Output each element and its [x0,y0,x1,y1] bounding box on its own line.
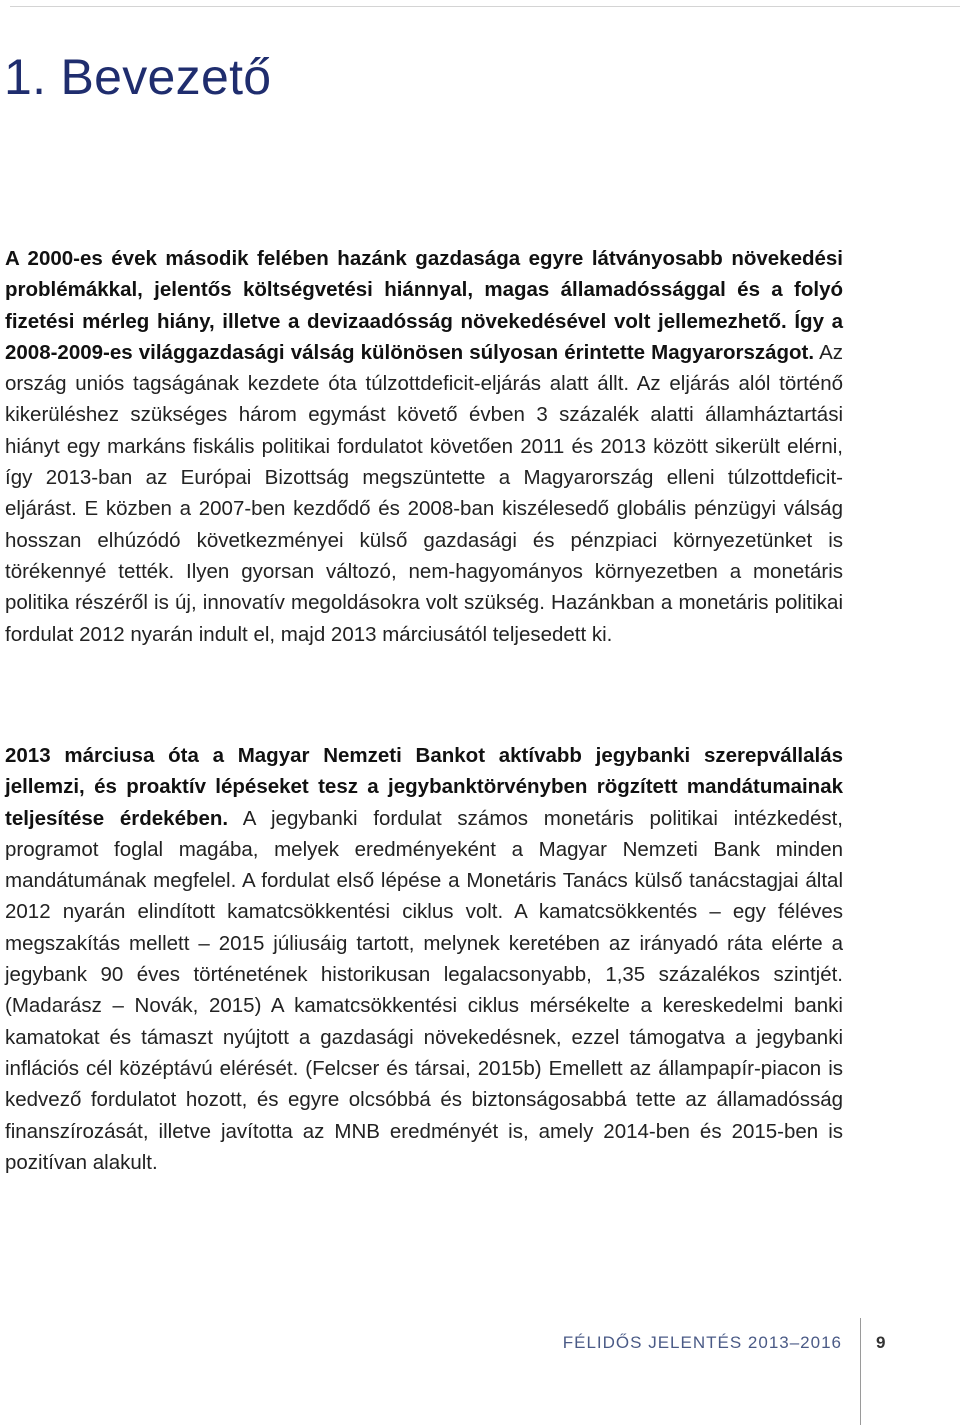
paragraph-intro-body: Az ország uniós tagságának kezdete óta túlzottdeficit-eljárás alatt állt. Az eljárás alól történő kikerüléshez szükséges három egymást követő évben 3 százalék alatti államháztartási hiányt egy markáns fiskális politikai fordulatot követően 2011 és 2013 között sikerült elérni, így 2013-ban az Európai Bizottság megszüntette a Magyarország elleni túlzottdeficit-eljárást. E közben a 2007-ben kezdődő és 2008-ban kiszélesedő globális pénzügyi válság hosszan elhúzódó következményei külső gazdasági és pénzpiaci környezetünket is törékennyé tették. Ilyen gyorsan változó, nem-hagyományos környezetben a monetáris politika részéről is új, innovatív megoldásokra volt szükség. Hazánkban a monetáris politikai fordulat 2012 nyarán indult el, majd 2013 márciusától teljesedett ki. [5,340,843,646]
paragraph-monetary-turn [5,740,843,1178]
footer-divider [860,1318,861,1425]
paragraph-intro [5,243,843,650]
paragraph-monetary-turn-bold-lead: 2013 márciusa óta a Magyar Nemzeti Bankot aktívabb jegybanki szerepvállalás jellemzi, és proaktív lépéseket tesz a jegybanktörvényben rögzített mandátumainak teljesítése érdekében. [5,744,843,830]
footer-report-title: FÉLIDŐS JELENTÉS 2013–2016 [562,1333,842,1352]
paragraph-monetary-turn-body: A jegybanki fordulat számos monetáris politikai intézkedést, programot foglal magába, melyek eredményeként a Magyar Nemzeti Bank minden mandátumának megfelel. A fordulat első lépése a Monetáris Tanács külső tanácstagjai által 2012 nyarán elindított kamatcsökkentési ciklus volt. A kamatcsökkentés – egy féléves megszakítás mellett – 2015 júliusáig tartott, melynek keretében az irányadó ráta elérte a jegybank 90 éves történetének historikusan legalacsonyabb, 1,35 százalékos szintjét. (Madarász – Novák, 2015) A kamatcsökkentési ciklus mérsékelte a kereskedelmi banki kamatokat és támaszt nyújtott a gazdasági növekedésnek, ezzel támogatva a jegybanki inflációs cél középtávú elérését. (Felcser és társai, 2015b) Emellett az állampapír-piacon is kedvező fordulatot hozott, és egyre olcsóbbá és biztonságosabbá tette az államadósság finanszírozását, illetve javította az MNB eredményét is, amely 2014-ben és 2015-ben is pozitívan alakult. [5,806,844,1174]
page-number: 9 [876,1333,886,1352]
paragraph-intro-bold-lead: A 2000-es évek második felében hazánk gazdasága egyre látványosabb növekedési problémákkal, jelentős költségvetési hiánnyal, magas államadóssággal és a folyó fizetési mérleg hiány, illetve a devizaadósság növekedésével volt jellemezhető. Így a 2008-2009-es világgazdasági válság különösen súlyosan érintette Magyarországot. [5,247,843,364]
top-rule [10,6,960,7]
chapter-title: 1. Bevezető [4,49,272,105]
